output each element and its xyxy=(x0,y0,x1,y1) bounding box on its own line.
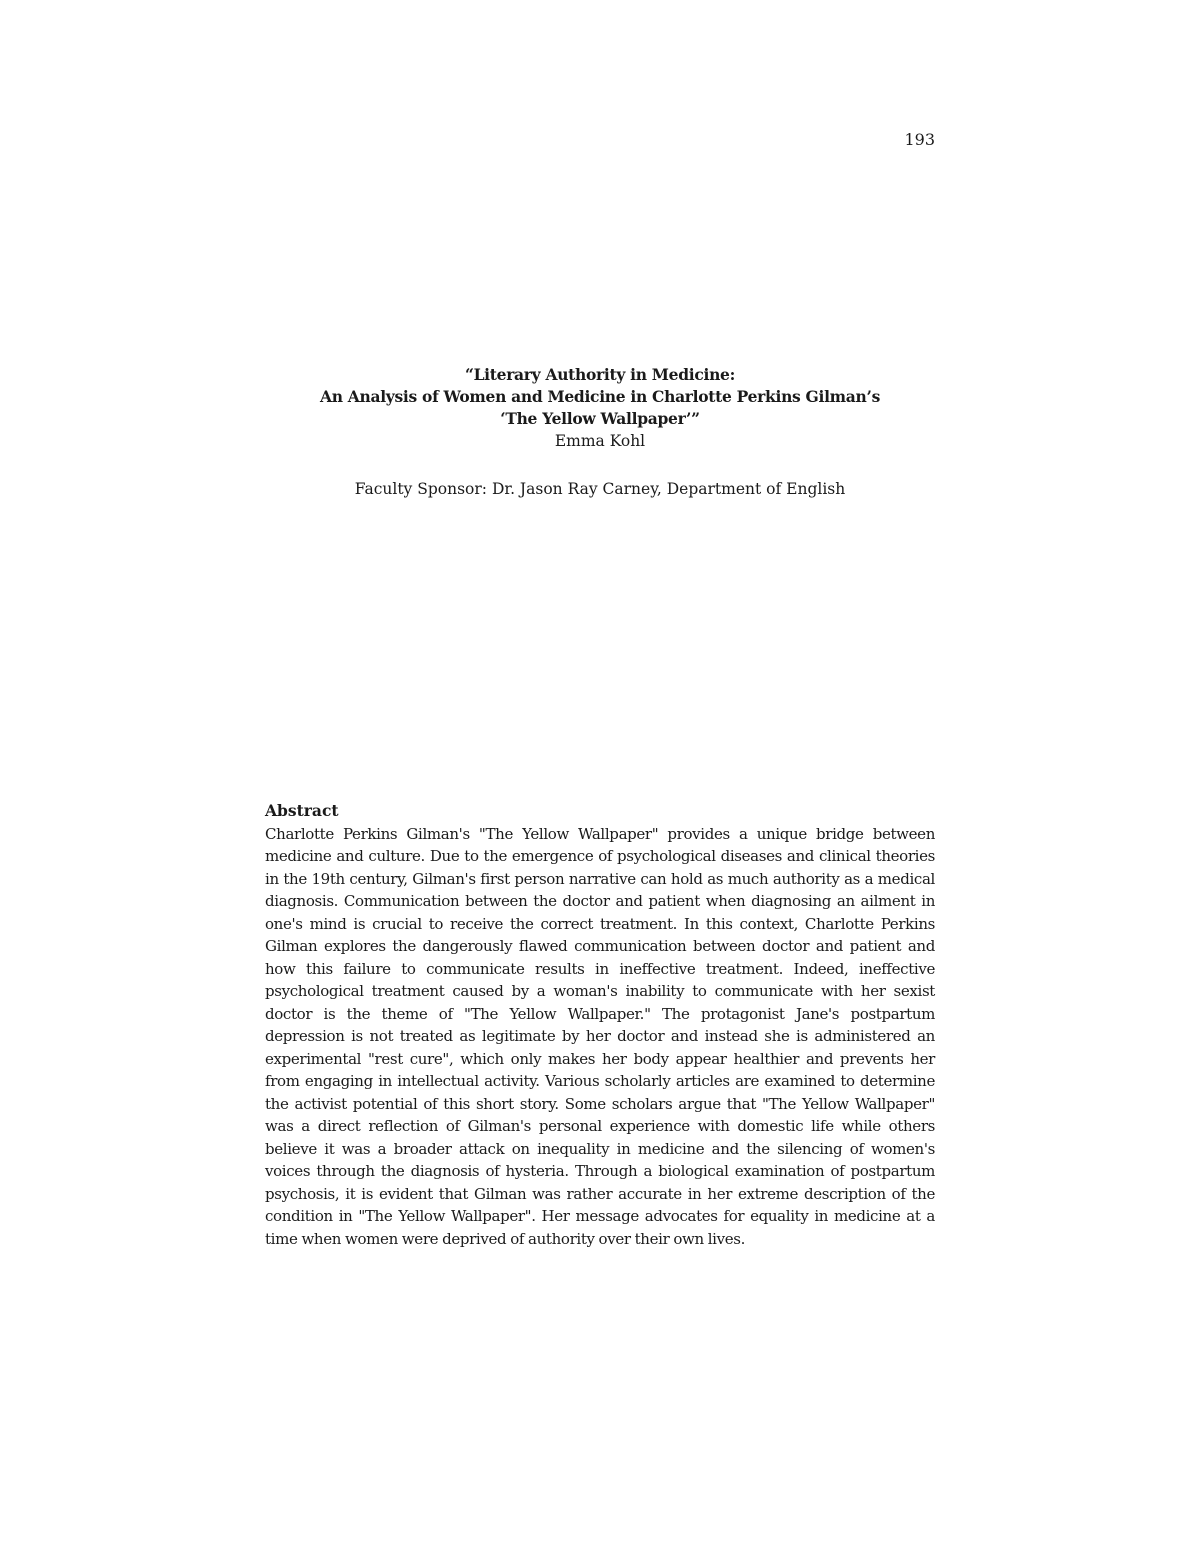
abstract-section xyxy=(265,800,935,1250)
author-name: Emma Kohl xyxy=(554,432,646,450)
abstract-body: Charlotte Perkins Gilman's "The Yellow Wallpaper" provides a unique bridge between medicine and culture. Due to the emergence of psychological diseases and clinical theories in the 19th century, Gilman's first person narrative can hold as much authority as a medical diagnosis. Communication between the doctor and patient when diagnosing an ailment in one's mind is crucial to receive the correct treatment. In this context, Charlotte Perkins Gilman explores the dangerously flawed communication between doctor and patient and how this failure to communicate results in ineffective treatment. Indeed, ineffective psychological treatment caused by a woman's inability to communicate with her sexist doctor is the theme of "The Yellow Wallpaper." The protagonist Jane's postpartum depression is not treated as legitimate by her doctor and instead she is administered an experimental "rest cure", which only makes her body appear healthier and prevents her from engaging in intellectual activity. Various scholarly articles are examined to determine the activist potential of this short story. Some scholars argue that "The Yellow Wallpaper" was a direct reflection of Gilman's personal experience with domestic life while others believe it was a broader attack on inequality in medicine and the silencing of women's voices through the diagnosis of hysteria. Through a biological examination of postpartum psychosis, it is evident that Gilman was rather accurate in her extreme description of the condition in "The Yellow Wallpaper". Her message advocates for equality in medicine at a time when women were deprived of authority over their own lives. xyxy=(265,824,935,1248)
faculty-sponsor: Faculty Sponsor: Dr. Jason Ray Carney, Department of English xyxy=(354,480,846,498)
title-line-2: An Analysis of Women and Medicine in Charlotte Perkins Gilman’s xyxy=(319,387,881,406)
abstract-heading: Abstract xyxy=(265,801,339,820)
title-block xyxy=(265,364,935,500)
title-line-3: ‘The Yellow Wallpaper’” xyxy=(500,409,700,428)
title-line-1: “Literary Authority in Medicine: xyxy=(464,365,736,384)
page-number: 193 xyxy=(904,130,935,149)
